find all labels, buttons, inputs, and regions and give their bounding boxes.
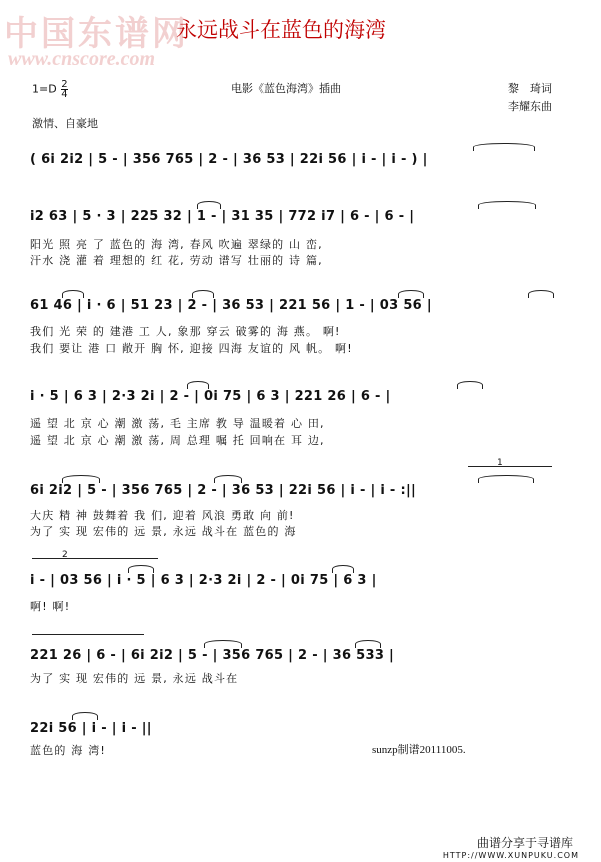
transcriber-signature: sunzp制谱20111005. [372,744,466,756]
slur-mark [457,381,483,389]
lyric-verse-1: 阳光 照 亮 了 蓝色的 海 湾, 春风 吹遍 翠绿的 山 峦, [30,238,323,251]
notation-line-7: 221 26 | 6 - | 6i 2i2 | 5 - | 356 765 | 2 - | 36 533 | [30,648,395,663]
lyricist-credit: 黎 琦词 [508,82,552,95]
slur-mark [72,712,98,720]
slur-mark [528,290,554,298]
lyric-verse-2: 我们 要让 港 口 敞开 胸 怀, 迎接 四海 友谊的 风 帆。 啊! [30,342,353,355]
notation-line-4: i · 5 | 6 3 | 2·3 2i | 2 - | 0i 75 | 6 3 | 221 26 | 6 - | [30,389,391,404]
song-source: 电影《蓝色海湾》插曲 [231,82,341,95]
slur-mark [62,290,84,298]
slur-mark [187,381,209,389]
volta-bracket-1 [468,466,552,467]
notation-line-6: i - | 03 56 | i · 5 | 6 3 | 2·3 2i | 2 - | 0i 75 | 6 3 | [30,573,377,588]
lyric-verse-1: 大庆 精 神 鼓舞着 我 们, 迎着 风浪 勇敢 向 前! [30,509,295,522]
notation-line-2: i2 63 | 5 · 3 | 225 32 | 1 - | 31 35 | 772 i7 | 6 - | 6 - | [30,209,415,224]
slur-mark [197,201,221,209]
footer-label: 曲谱分享于寻谱库 [476,836,573,850]
notation-line-5: 6i 2i2 | 5 - | 356 765 | 2 - | 36 53 | 22i 56 | i - | i - :|| [30,483,417,498]
notation-line-8: 22i 56 | i - | i - || [30,721,152,736]
notation-line-3: 61 46 | i · 6 | 51 23 | 2 - | 36 53 | 221 56 | 1 - | 03 56 | [30,298,432,313]
composer-credit: 李耀东曲 [508,100,552,113]
tie-mark [473,143,535,151]
watermark-site-name: 中国东谱网 [4,14,189,54]
song-title: 永远战斗在蓝色的海湾 [176,18,386,42]
time-signature: $\frac{2}{4}$ [61,79,68,100]
lyric-verse-2: 遥 望 北 京 心 潮 激 荡, 周 总理 嘱 托 回响在 耳 边, [30,434,325,447]
volta-number-2: 2 [62,550,68,560]
lyric-line-6: 啊! 啊! [30,600,71,613]
tie-mark [478,475,534,483]
volta-number-1: 1 [497,458,503,468]
slur-mark [355,640,381,648]
lyric-verse-2: 汗水 浇 灌 着 理想的 红 花, 劳动 谱写 壮丽的 诗 篇, [30,254,323,267]
slur-mark [128,565,154,573]
key-signature: 1=D $\frac{2}{4}$ [32,79,68,100]
slur-mark [204,640,242,648]
footer-url[interactable]: HTTP://WWW.XUNPUKU.COM [442,851,579,860]
lyric-line-8: 蓝色的 海 湾! [30,744,107,757]
tempo-marking: 激情、自豪地 [32,117,98,130]
slur-mark [332,565,354,573]
lyric-line-7: 为了 实 现 宏伟的 远 景, 永远 战斗在 [30,672,239,685]
volta-bracket-extension [32,634,144,635]
slur-mark [192,290,214,298]
volta-bracket-2 [32,558,158,559]
slur-mark [62,475,100,483]
slur-mark [398,290,424,298]
lyric-verse-1: 我们 光 荣 的 建港 工 人, 象那 穿云 破雾的 海 燕。 啊! [30,325,341,338]
tie-mark [478,201,536,209]
notation-line-1: ( 6i 2i2 | 5 - | 356 765 | 2 - | 36 53 | 22i 56 | i - | i - ) | [30,152,428,167]
slur-mark [214,475,242,483]
lyric-verse-1: 遥 望 北 京 心 潮 激 荡, 毛 主席 教 导 温暖着 心 田, [30,417,325,430]
lyric-verse-2: 为了 实 现 宏伟的 远 景, 永远 战斗在 蓝色的 海 [30,525,297,538]
watermark-url: www.cnscore.com [8,48,156,70]
